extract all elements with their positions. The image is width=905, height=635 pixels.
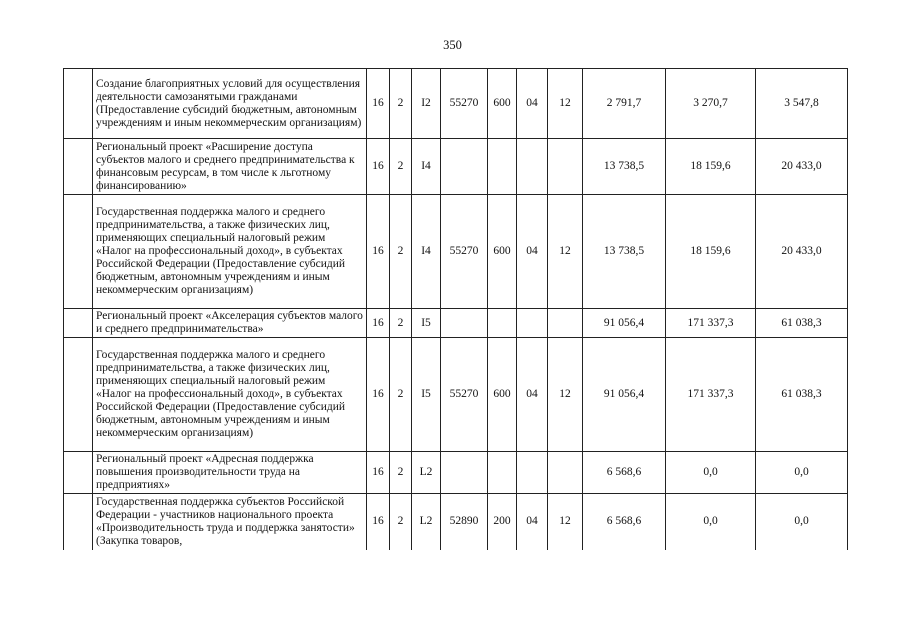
podrazdel-cell (548, 452, 583, 494)
amount-year-1-cell: 13 738,5 (583, 139, 666, 195)
subprogram-code-cell (441, 139, 488, 195)
amount-year-2-cell: 0,0 (666, 452, 756, 494)
program-code-cell: I5 (412, 338, 441, 452)
ministry-code-cell: 16 (367, 139, 390, 195)
expense-type-cell: 600 (488, 69, 517, 139)
podrazdel-cell: 12 (548, 195, 583, 309)
row-number-cell (64, 69, 93, 139)
section-code-cell: 2 (390, 494, 412, 550)
amount-year-1-cell: 6 568,6 (583, 452, 666, 494)
subprogram-code-cell (441, 309, 488, 338)
table-row (64, 69, 848, 139)
expense-type-cell: 600 (488, 195, 517, 309)
amount-year-1-cell: 2 791,7 (583, 69, 666, 139)
section-code-cell: 2 (390, 452, 412, 494)
amount-year-1-cell: 91 056,4 (583, 309, 666, 338)
table-row (64, 338, 848, 452)
subprogram-code-cell: 55270 (441, 195, 488, 309)
table-row (64, 494, 848, 550)
amount-year-3-cell: 0,0 (756, 494, 848, 550)
subprogram-code-cell (441, 452, 488, 494)
row-number-cell (64, 309, 93, 338)
razdel-cell: 04 (517, 338, 548, 452)
table-row (64, 309, 848, 338)
table-row (64, 452, 848, 494)
subprogram-code-cell: 52890 (441, 494, 488, 550)
section-code-cell: 2 (390, 309, 412, 338)
podrazdel-cell (548, 309, 583, 338)
razdel-cell: 04 (517, 69, 548, 139)
amount-year-1-cell: 13 738,5 (583, 195, 666, 309)
expense-type-cell (488, 139, 517, 195)
row-number-cell (64, 195, 93, 309)
amount-year-3-cell: 61 038,3 (756, 309, 848, 338)
table-row (64, 139, 848, 195)
item-name-cell: Государственная поддержка субъектов Российской Федерации - участников национального проекта «Производительность труда и поддержка занятости» (Закупка товаров, (93, 494, 367, 550)
amount-year-3-cell: 3 547,8 (756, 69, 848, 139)
program-code-cell: L2 (412, 494, 441, 550)
expense-type-cell (488, 309, 517, 338)
program-code-cell: I4 (412, 139, 441, 195)
ministry-code-cell: 16 (367, 195, 390, 309)
program-code-cell: I2 (412, 69, 441, 139)
program-code-cell: I4 (412, 195, 441, 309)
amount-year-2-cell: 18 159,6 (666, 195, 756, 309)
section-code-cell: 2 (390, 195, 412, 309)
ministry-code-cell: 16 (367, 69, 390, 139)
table-row (64, 195, 848, 309)
budget-table (63, 68, 848, 550)
row-number-cell (64, 452, 93, 494)
ministry-code-cell: 16 (367, 494, 390, 550)
subprogram-code-cell: 55270 (441, 69, 488, 139)
table-body (64, 69, 848, 550)
row-number-cell (64, 338, 93, 452)
item-name-cell: Региональный проект «Адресная поддержка повышения производительности труда на предприятиях» (93, 452, 367, 494)
page-number: 350 (443, 38, 462, 52)
section-code-cell: 2 (390, 338, 412, 452)
podrazdel-cell: 12 (548, 69, 583, 139)
section-code-cell: 2 (390, 69, 412, 139)
item-name-cell: Создание благоприятных условий для осуществления деятельности самозанятыми гражданами (Предоставление субсидий бюджетным, автономным учреждениям и иным некоммерческим организациям) (93, 69, 367, 139)
row-number-cell (64, 139, 93, 195)
program-code-cell: I5 (412, 309, 441, 338)
razdel-cell: 04 (517, 195, 548, 309)
amount-year-3-cell: 20 433,0 (756, 139, 848, 195)
amount-year-3-cell: 61 038,3 (756, 338, 848, 452)
razdel-cell (517, 309, 548, 338)
item-name-cell: Государственная поддержка малого и среднего предпринимательства, а также физических лиц, применяющих специальный налоговый режим «Налог на профессиональный доход», в субъектах Российской Федерации (Предоставление субсидий бюджетным, автономным учреждениям и иным некоммерческим организациям) (93, 338, 367, 452)
amount-year-3-cell: 20 433,0 (756, 195, 848, 309)
razdel-cell (517, 139, 548, 195)
expense-type-cell: 600 (488, 338, 517, 452)
subprogram-code-cell: 55270 (441, 338, 488, 452)
item-name-cell: Региональный проект «Акселерация субъектов малого и среднего предпринимательства» (93, 309, 367, 338)
podrazdel-cell: 12 (548, 494, 583, 550)
podrazdel-cell: 12 (548, 338, 583, 452)
section-code-cell: 2 (390, 139, 412, 195)
expense-type-cell: 200 (488, 494, 517, 550)
amount-year-2-cell: 0,0 (666, 494, 756, 550)
item-name-cell: Региональный проект «Расширение доступа субъектов малого и среднего предпринимательства к финансовым ресурсам, в том числе к льготному финансированию» (93, 139, 367, 195)
ministry-code-cell: 16 (367, 338, 390, 452)
amount-year-2-cell: 171 337,3 (666, 309, 756, 338)
razdel-cell: 04 (517, 494, 548, 550)
item-name-cell: Государственная поддержка малого и среднего предпринимательства, а также физических лиц, применяющих специальный налоговый режим «Налог на профессиональный доход», в субъектах Российской Федерации (Предоставление субсидий бюджетным, автономным учреждениям и иным некоммерческим организациям) (93, 195, 367, 309)
amount-year-2-cell: 18 159,6 (666, 139, 756, 195)
amount-year-3-cell: 0,0 (756, 452, 848, 494)
ministry-code-cell: 16 (367, 452, 390, 494)
amount-year-2-cell: 171 337,3 (666, 338, 756, 452)
amount-year-1-cell: 6 568,6 (583, 494, 666, 550)
razdel-cell (517, 452, 548, 494)
program-code-cell: L2 (412, 452, 441, 494)
ministry-code-cell: 16 (367, 309, 390, 338)
amount-year-1-cell: 91 056,4 (583, 338, 666, 452)
expense-type-cell (488, 452, 517, 494)
amount-year-2-cell: 3 270,7 (666, 69, 756, 139)
row-number-cell (64, 494, 93, 550)
podrazdel-cell (548, 139, 583, 195)
